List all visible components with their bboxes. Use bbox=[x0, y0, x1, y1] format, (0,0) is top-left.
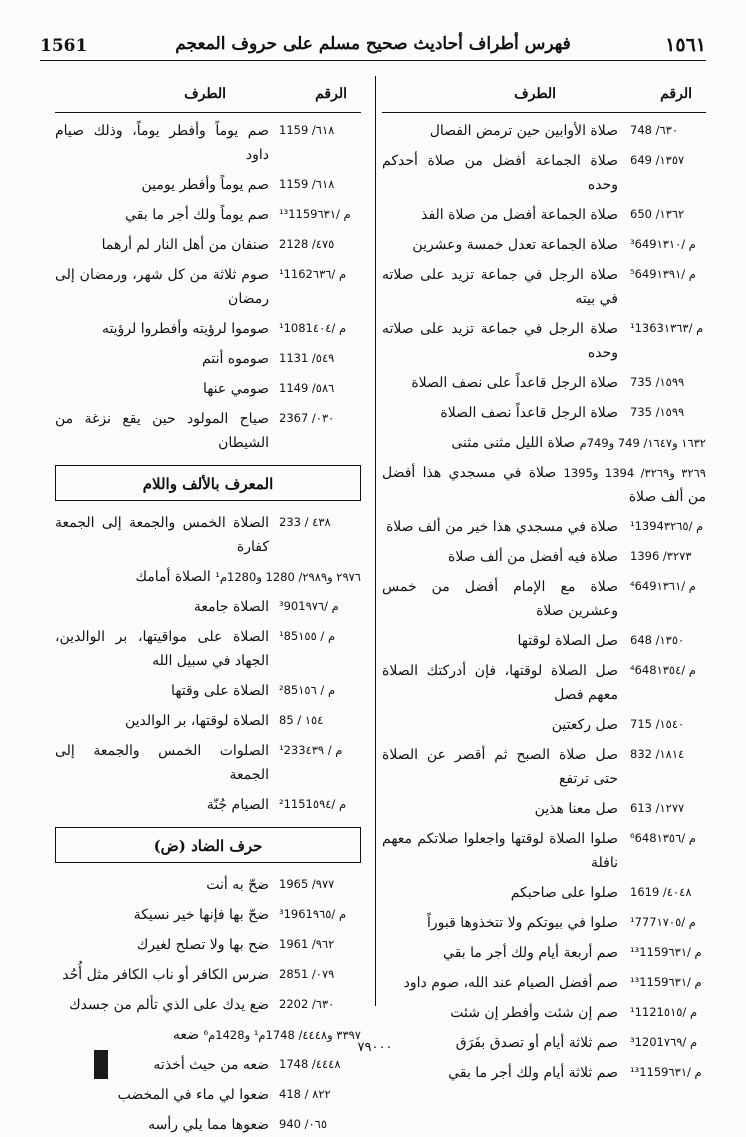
entry-text: صم ثلاثة أيام ولك أجر ما بقي bbox=[448, 1065, 618, 1081]
index-entry bbox=[382, 1001, 706, 1025]
entry-number: ³649م /١٣١٠ bbox=[630, 237, 696, 251]
index-entry bbox=[382, 149, 706, 197]
entry-text: صلاة الجماعة تعدل خمسة وعشرين bbox=[412, 237, 618, 253]
index-entry bbox=[55, 1083, 361, 1107]
entry-text: صياح المولود حين يقع نزغة من الشيطان bbox=[55, 411, 269, 451]
text-column-label: الطرف bbox=[184, 86, 226, 102]
entry-text: صل صلاة الصبح ثم أقصر عن الصلاة حتى ترتفع bbox=[382, 747, 618, 787]
index-entry bbox=[382, 461, 706, 509]
entry-text: صلاة الليل مثنى مثنى bbox=[451, 435, 576, 451]
entry-number: 613 /١٢٧٧ bbox=[630, 801, 685, 815]
entry-number: ⁴649م /١٣٦١ bbox=[630, 579, 696, 593]
entry-text: صنفان من أهل النار لم أرهما bbox=[101, 237, 269, 253]
page-footer-number: ٧٩٠٠٠ bbox=[357, 1040, 393, 1055]
entry-text: الصلاة الخمس والجمعة إلى الجمعة كفارة bbox=[55, 515, 269, 555]
entry-line bbox=[55, 565, 361, 589]
entry-number: 1396 /٣٢٧٣ bbox=[630, 549, 692, 563]
entry-number: 2851 /٠٧٩ bbox=[279, 967, 335, 981]
entry-text: صوموا لرؤيته وأفطروا لرؤيته bbox=[101, 321, 269, 337]
entry-text: صلاة فيه أفضل من ألف صلاة bbox=[448, 549, 618, 565]
page-title: فهرس أطراف أحاديث صحيح مسلم على حروف المعجم bbox=[175, 34, 571, 54]
index-entry bbox=[55, 739, 361, 787]
entry-number: ¹85م / ١٥٥ bbox=[279, 629, 336, 643]
entry-text: صلاة الجماعة أفضل من صلاة أحدكم وحده bbox=[382, 153, 618, 193]
entry-text: صلاة الرجل في جماعة تزيد على صلاته وحده bbox=[382, 321, 618, 361]
index-entry bbox=[55, 595, 361, 619]
index-entry bbox=[55, 173, 361, 197]
entry-number: ²1151م /٥٩٤ bbox=[279, 797, 347, 811]
index-entry bbox=[55, 1113, 361, 1137]
entry-text: صلوا على صاحبكم bbox=[510, 885, 618, 901]
entry-number: ¹³1159م /٦٣١ bbox=[279, 207, 351, 221]
index-entry bbox=[382, 203, 706, 227]
entry-text: صوم ثلاثة من كل شهر، ورمضان إلى رمضان bbox=[55, 267, 269, 307]
index-entry bbox=[55, 317, 361, 341]
left-column bbox=[55, 78, 361, 1137]
entry-text: ضعه bbox=[172, 1027, 200, 1043]
entry-text: صوموه أنتم bbox=[202, 351, 269, 367]
index-entry bbox=[382, 515, 706, 539]
index-entry bbox=[55, 377, 361, 401]
entry-text: صلاة الأوابين حين ترمض الفصال bbox=[429, 123, 618, 139]
entry-text: صم يوماً وأفطر يوماً، وذلك صيام داود bbox=[55, 123, 269, 163]
entry-number: ¹³1159م /٦٣١ bbox=[630, 945, 702, 959]
entry-number: ²85م / ١٥٦ bbox=[279, 683, 336, 697]
index-entry bbox=[382, 119, 706, 143]
entry-number: 735 /١٥٩٩ bbox=[630, 405, 685, 419]
entry-number: ³1961م /٩٦٥ bbox=[279, 907, 347, 921]
entry-text: الصلاة أمامك bbox=[135, 569, 211, 585]
entry-text: صلاة الرجل قاعداً نصف الصلاة bbox=[440, 405, 618, 421]
entry-number: ¹1121م /٥١٥ bbox=[630, 1005, 698, 1019]
entry-number: ¹233م / ٤٣٩ bbox=[279, 743, 343, 757]
entry-text: صومي عنها bbox=[202, 381, 269, 397]
entry-text: الصيام جُنّة bbox=[206, 797, 269, 813]
entry-number: ¹1394م /٣٢٦٥ bbox=[630, 519, 704, 533]
entry-number: ³901م /٩٧٦ bbox=[279, 599, 339, 613]
index-entry bbox=[55, 511, 361, 559]
text-column-label: الطرف bbox=[514, 86, 556, 102]
section-heading-definite: المعرف بالألف واللام bbox=[55, 465, 361, 501]
entry-line bbox=[55, 1023, 361, 1047]
index-entry bbox=[382, 233, 706, 257]
entry-text: ضرس الكافر أو ناب الكافر مثل أُحُد bbox=[62, 967, 269, 983]
entry-number: ¹³1159م /٦٣١ bbox=[630, 975, 702, 989]
entry-number: ³1201م /٧٦٩ bbox=[630, 1035, 698, 1049]
entry-text: صلوا في بيوتكم ولا تتخذوها قبوراً bbox=[426, 915, 618, 931]
entry-text: صم إن شئت وأفطر إن شئت bbox=[450, 1005, 618, 1021]
scan-artifact bbox=[94, 1050, 108, 1079]
num-column-label: الرقم bbox=[660, 86, 692, 102]
entry-text: الصلوات الخمس والجمعة إلى الجمعة bbox=[55, 743, 269, 783]
entry-text: صم أربعة أيام ولك أجر ما بقي bbox=[443, 945, 618, 961]
right-column-header bbox=[382, 78, 706, 113]
page-header bbox=[40, 34, 706, 61]
index-entry bbox=[382, 941, 706, 965]
index-entry bbox=[55, 565, 361, 589]
index-entry bbox=[382, 263, 706, 311]
entry-number: 715 /١٥٤٠ bbox=[630, 717, 685, 731]
entry-text: صل الصلاة لوقتها bbox=[517, 633, 618, 649]
entry-number: 1159 /٦١٨ bbox=[279, 123, 335, 137]
index-entry bbox=[55, 347, 361, 371]
entry-text: الصلاة لوقتها، بر الوالدين bbox=[124, 713, 269, 729]
entry-text: ضعوها مما يلي رأسه bbox=[148, 1117, 269, 1133]
entry-number: ¹1081م /٤٠٤ bbox=[279, 321, 347, 335]
entry-number: ١٦٣٢ و١٦٤٧/ 749 و749م bbox=[579, 436, 706, 450]
entry-text: صل ركعتين bbox=[551, 717, 618, 733]
entry-number: 649 /١٣٥٧ bbox=[630, 153, 685, 167]
index-entry bbox=[382, 659, 706, 707]
entry-number: 1159 /٦١٨ bbox=[279, 177, 335, 191]
left-rows-c bbox=[55, 873, 361, 1137]
page-number-latin: 1561 bbox=[40, 36, 88, 56]
index-entry bbox=[55, 793, 361, 817]
entry-line bbox=[382, 461, 706, 509]
entry-number: ٣٢٦٩ و٣٢٦٩/ 1394 و1395 bbox=[563, 466, 706, 480]
entry-text: صلاة في مسجدي هذا أفضل من ألف صلاة bbox=[382, 465, 706, 505]
entry-text: الصلاة جامعة bbox=[193, 599, 269, 615]
index-entry bbox=[382, 827, 706, 875]
entry-number: 832 /١٨١٤ bbox=[630, 747, 685, 761]
entry-number: ¹³1159م /٦٣١ bbox=[630, 1065, 702, 1079]
entry-text: ضع يدك على الذي تألم من جسدك bbox=[69, 997, 269, 1013]
num-column-label: الرقم bbox=[315, 86, 347, 102]
index-entry bbox=[382, 629, 706, 653]
entry-number: 2202 /٦٣٠ bbox=[279, 997, 335, 1011]
entry-text: ضح بها ولا تصلح لغيرك bbox=[136, 937, 269, 953]
entry-number: 2128 /٤٧٥ bbox=[279, 237, 335, 251]
entry-number: ¹1162م /٦٣٦ bbox=[279, 267, 347, 281]
index-entry bbox=[55, 233, 361, 257]
index-entry bbox=[382, 713, 706, 737]
entry-text: صم يوماً وأفطر يومين bbox=[141, 177, 269, 193]
entry-text: صل معنا هذين bbox=[534, 801, 618, 817]
index-entry bbox=[55, 963, 361, 987]
entry-number: 940 /٠٦٥ bbox=[279, 1117, 328, 1131]
entry-text: ضعه من حيث أخذته bbox=[153, 1057, 269, 1073]
entry-text: صلاة مع الإمام أفضل من خمس وعشرين صلاة bbox=[382, 579, 618, 619]
index-entry bbox=[55, 203, 361, 227]
entry-number: ⁵649م /١٣٩١ bbox=[630, 267, 696, 281]
entry-number: 233 / ٤٣٨ bbox=[279, 515, 331, 529]
index-entry bbox=[55, 873, 361, 897]
entry-text: صم ثلاثة أيام أو تصدق بفَرَق bbox=[455, 1035, 618, 1051]
entry-text: صلاة الرجل قاعداً على نصف الصلاة bbox=[411, 375, 618, 391]
entry-number: ⁶648م /١٣٥٦ bbox=[630, 831, 696, 845]
entry-number: 85 / ١٥٤ bbox=[279, 713, 324, 727]
entry-number: 735 /١٥٩٩ bbox=[630, 375, 685, 389]
entry-number: ¹1363م /١٣٦٣ bbox=[630, 321, 704, 335]
index-entry bbox=[382, 371, 706, 395]
entry-number: 748 /٦٣٠ bbox=[630, 123, 679, 137]
entry-number: 418 / ٨٢٢ bbox=[279, 1087, 331, 1101]
entry-number: ٢٩٧٦ و٢٩٨٩/ 1280 و1280م¹ bbox=[215, 570, 361, 584]
index-entry bbox=[382, 911, 706, 935]
entry-number: 2367 /٠٣٠ bbox=[279, 411, 335, 425]
entry-number: 1748 /٤٤٤٨ bbox=[279, 1057, 341, 1071]
entry-text: ضحّ به أنت bbox=[206, 877, 269, 893]
entry-number: 648 /١٣٥٠ bbox=[630, 633, 685, 647]
entry-number: 650 /١٣٦٢ bbox=[630, 207, 685, 221]
left-rows-a bbox=[55, 119, 361, 455]
index-entry bbox=[382, 1061, 706, 1085]
index-entry bbox=[382, 797, 706, 821]
entry-text: صم أفضل الصيام عند الله، صوم داود bbox=[403, 975, 618, 991]
index-entry bbox=[55, 679, 361, 703]
entry-text: صلاة الرجل في جماعة تزيد على صلاته في بيته bbox=[382, 267, 618, 307]
entry-text: الصلاة على وقتها bbox=[171, 683, 269, 699]
index-entry bbox=[55, 407, 361, 455]
left-column-header bbox=[55, 78, 361, 113]
entry-text: الصلاة على مواقيتها، بر الوالدين، الجهاد في سبيل الله bbox=[55, 629, 269, 669]
index-entry bbox=[382, 545, 706, 569]
index-entry bbox=[382, 575, 706, 623]
entry-number: 1965 /٩٧٧ bbox=[279, 877, 335, 891]
index-entry bbox=[55, 709, 361, 733]
index-entry bbox=[55, 993, 361, 1017]
entry-text: صل الصلاة لوقتها، فإن أدركتك الصلاة معهم فصل bbox=[382, 663, 618, 703]
section-heading-dad: حرف الضاد (ض) bbox=[55, 827, 361, 863]
index-entry bbox=[382, 971, 706, 995]
entry-number: ٣٣٩٧ و٤٤٤٨/ 1748م¹ و1428م⁶ bbox=[203, 1028, 361, 1042]
entry-text: صلاة الجماعة أفضل من صلاة الفذ bbox=[421, 207, 618, 223]
index-entry bbox=[382, 881, 706, 905]
entry-number: 1149 /٥٨٦ bbox=[279, 381, 335, 395]
index-entry bbox=[55, 625, 361, 673]
index-entry bbox=[55, 263, 361, 311]
index-entry bbox=[382, 1031, 706, 1055]
right-column bbox=[382, 78, 706, 1085]
entry-number: ¹777م /١٧٠٥ bbox=[630, 915, 696, 929]
entry-number: ⁴648م /١٣٥٤ bbox=[630, 663, 696, 677]
index-entry bbox=[55, 119, 361, 167]
index-entry bbox=[55, 1023, 361, 1047]
right-rows bbox=[382, 119, 706, 1085]
entry-number: 1961 /٩٦٢ bbox=[279, 937, 335, 951]
entry-line bbox=[382, 431, 706, 455]
index-entry bbox=[55, 933, 361, 957]
index-entry bbox=[382, 317, 706, 365]
entry-text: صم يوماً ولك أجر ما بقي bbox=[125, 207, 269, 223]
index-entry bbox=[55, 903, 361, 927]
index-entry bbox=[382, 743, 706, 791]
entry-number: 1131 /٥٤٩ bbox=[279, 351, 335, 365]
entry-text: ضعوا لي ماء في المخضب bbox=[117, 1087, 269, 1103]
index-entry bbox=[382, 401, 706, 425]
entry-text: صلوا الصلاة لوقتها واجعلوا صلاتكم معهم نافلة bbox=[382, 831, 618, 871]
index-entry bbox=[382, 431, 706, 455]
column-divider bbox=[375, 76, 376, 1006]
entry-number: 1619 /٤٠٤٨ bbox=[630, 885, 692, 899]
entry-text: ضحّ بها فإنها خير نسيكة bbox=[133, 907, 269, 923]
entry-text: صلاة في مسجدي هذا خير من ألف صلاة bbox=[385, 519, 618, 535]
left-rows-b bbox=[55, 511, 361, 817]
page-number-arabic: ١٥٦١ bbox=[665, 34, 706, 56]
